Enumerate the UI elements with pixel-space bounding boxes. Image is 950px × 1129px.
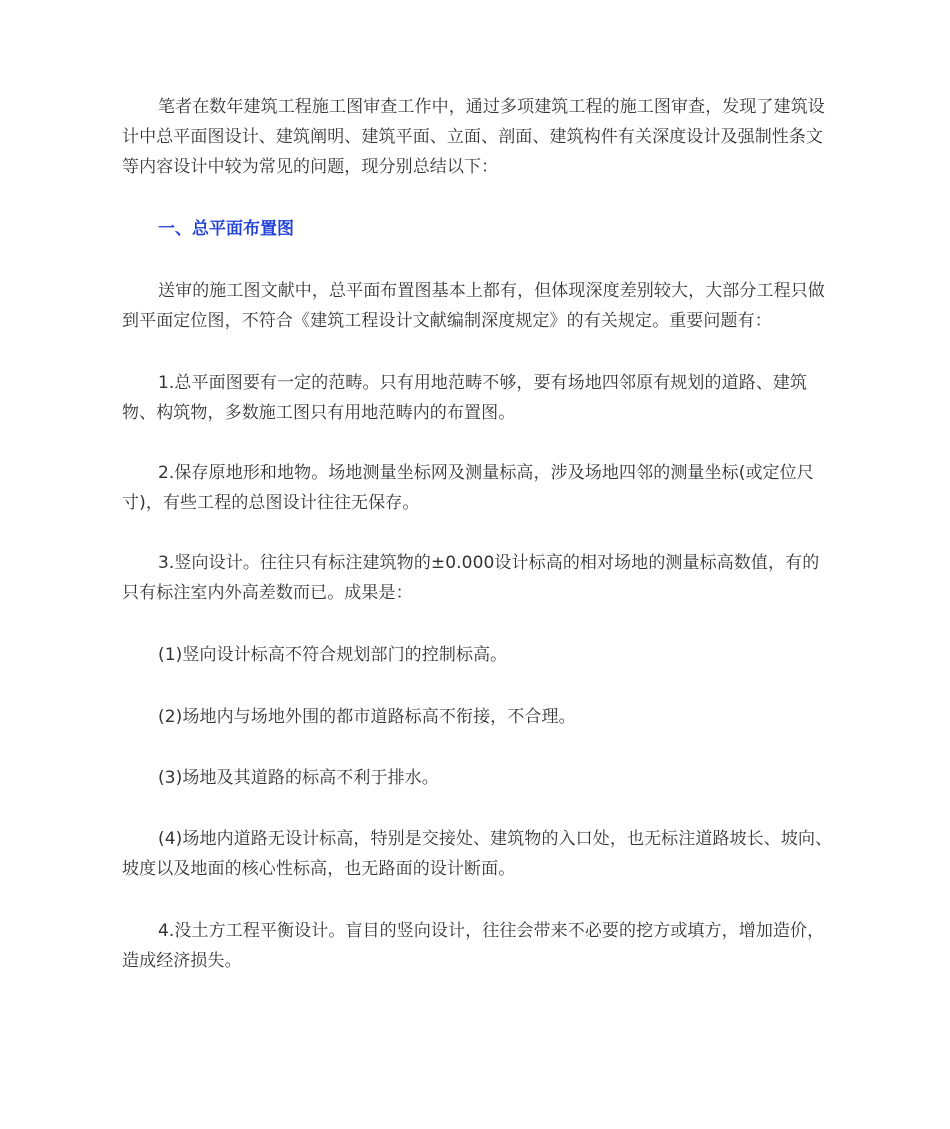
list-item: 2.保存原地形和地物。场地测量坐标网及测量标高，涉及场地四邻的测量坐标(或定位尺寸)，有些工程的总图设计往往无保存。 xyxy=(122,463,814,513)
section-heading: 一、总平面布置图 xyxy=(158,219,294,239)
list-item: 3.竖向设计。往往只有标注建筑物的±0.000设计标高的相对场地的测量标高数值，有的只有标注室内外高差数而已。成果是： xyxy=(122,553,820,603)
list-item: 1.总平面图要有一定的范畴。只有用地范畴不够，要有场地四邻原有规划的道路、建筑物、构筑物，多数施工图只有用地范畴内的布置图。 xyxy=(122,373,808,423)
list-item: (2)场地内与场地外围的都市道路标高不衔接，不合理。 xyxy=(158,707,576,727)
section-intro-paragraph: 送审的施工图文献中，总平面布置图基本上都有，但体现深度差别较大，大部分工程只做到平面定位图，不符合《建筑工程设计文献编制深度规定》的有关规定。重要问题有： xyxy=(122,281,825,331)
list-item: (3)场地及其道路的标高不利于排水。 xyxy=(158,768,439,788)
list-item: (1)竖向设计标高不符合规划部门的控制标高。 xyxy=(158,645,508,665)
list-item: 4.没土方工程平衡设计。盲目的竖向设计，往往会带来不必要的挖方或填方，增加造价，造成经济损失。 xyxy=(122,921,825,971)
intro-paragraph: 笔者在数年建筑工程施工图审查工作中，通过多项建筑工程的施工图审查，发现了建筑设计中总平面图设计、建筑阐明、建筑平面、立面、剖面、建筑构件有关深度设计及强制性条文等内容设计中较为常见的问题，现分别总结以下： xyxy=(122,97,825,177)
list-item: (4)场地内道路无设计标高，特别是交接处、建筑物的入口处，也无标注道路坡长、坡向、坡度以及地面的核心性标高，也无路面的设计断面。 xyxy=(122,829,833,879)
